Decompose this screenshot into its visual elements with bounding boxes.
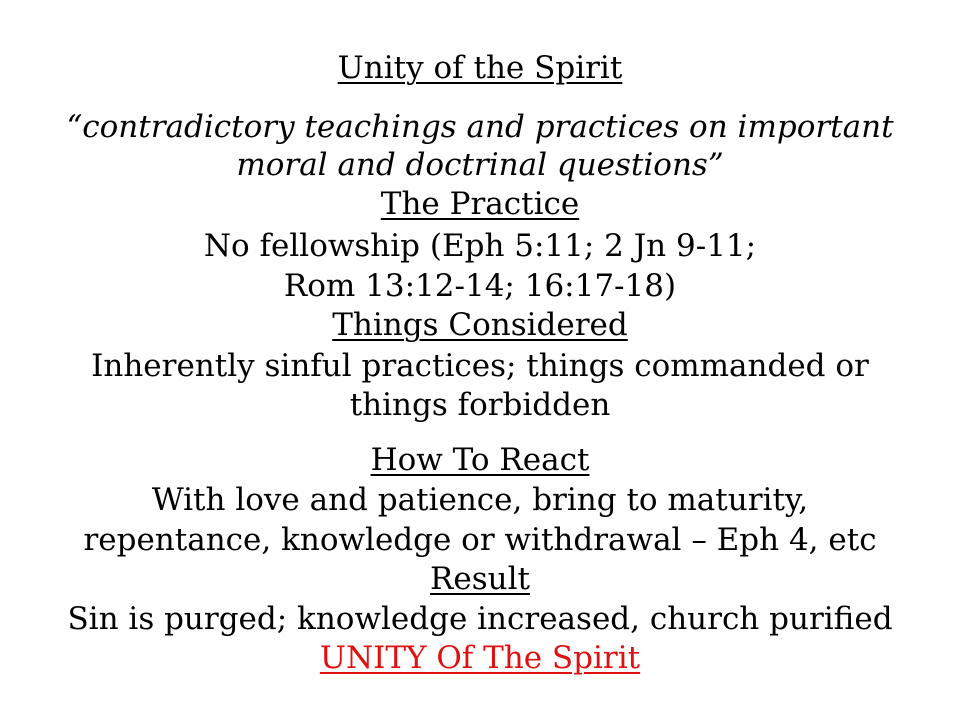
quote-line-1: “contradictory teachings and practices on important bbox=[66, 109, 894, 145]
result-line-1: Sin is purged; knowledge increased, church purified bbox=[67, 601, 893, 637]
considered-line-1: Inherently sinful practices; things commanded or bbox=[91, 348, 869, 384]
react-line-1: With love and patience, bring to maturity, bbox=[151, 482, 809, 518]
heading-things-considered: Things Considered bbox=[332, 307, 628, 343]
considered-line-2: things forbidden bbox=[349, 387, 611, 423]
slide-title: Unity of the Spirit bbox=[337, 50, 623, 86]
react-line-2: repentance, knowledge or withdrawal – Eph 4, etc bbox=[83, 522, 877, 558]
heading-how-to-react: How To React bbox=[370, 442, 590, 478]
quote-line-2: moral and doctrinal questions” bbox=[236, 147, 724, 183]
heading-the-practice: The Practice bbox=[380, 186, 580, 222]
conclusion-unity: UNITY Of The Spirit bbox=[319, 640, 641, 676]
practice-line-1: No fellowship (Eph 5:11; 2 Jn 9-11; bbox=[203, 228, 757, 264]
practice-line-2: Rom 13:12-14; 16:17-18) bbox=[283, 268, 677, 304]
heading-result: Result bbox=[430, 561, 530, 597]
